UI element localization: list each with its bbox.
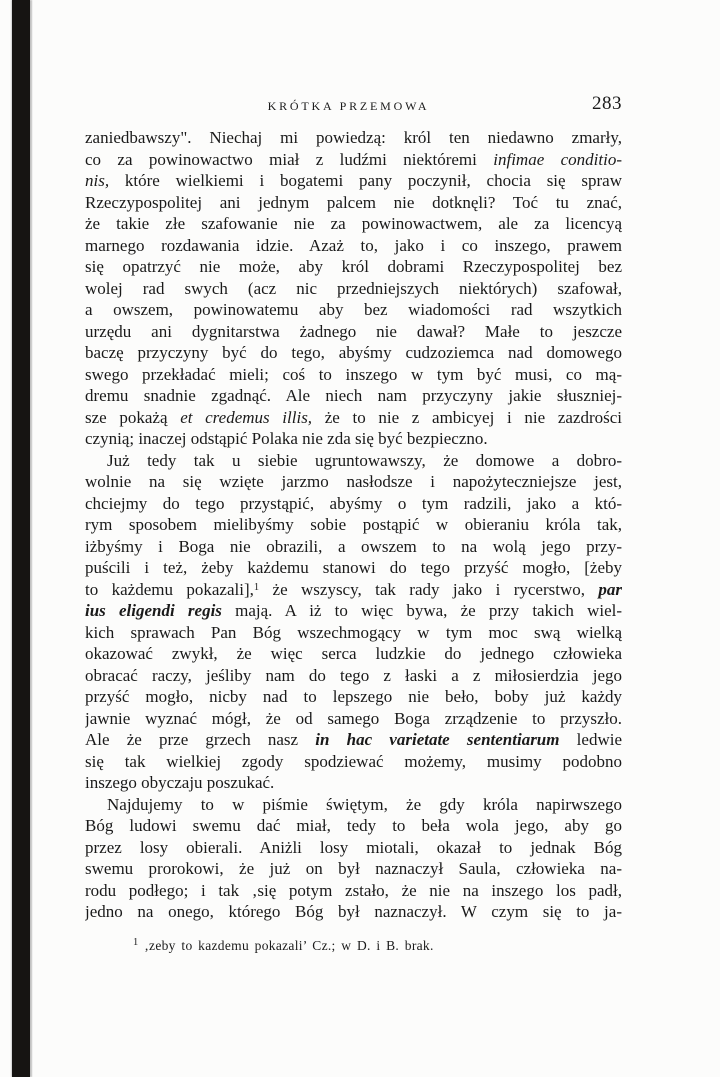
text-line: urzędu ani dygnitarstwa żadnego nie dawał? Małe to jeszcze — [85, 321, 622, 341]
text-line: co za powinowactwo miał z ludźmi niektóremi infimae conditio- — [85, 149, 622, 169]
text-line: to każdemu pokazali],$^1$ że wszyscy, tak rady jako i rycerstwo, par — [85, 579, 622, 599]
text-line: wolnie na się wzięte jarzmo nasłodsze i napożyteczniejsze jest, — [85, 472, 622, 491]
paragraph — [85, 450, 622, 794]
text-line: dremu snadnie zgadnąć. Ale niech nam przyczyny jakie słuszniej- — [85, 386, 622, 405]
text-line: nis, które wielkiemi i bogatemi pany poczynił, chocia się spraw — [85, 171, 622, 190]
text-line: Już tedy tak u siebie ugruntowawszy, że domowe a dobro- — [107, 450, 622, 470]
paragraph — [85, 127, 622, 450]
footnote-text: ‚zeby to kazdemu pokazali’ Cz.; w D. i B. brak. — [138, 938, 434, 953]
footnote — [85, 938, 622, 954]
text-line: kich sprawach Pan Bóg wszechmogący w tym moc swą wielką — [85, 622, 622, 642]
text-line: swemu prorokowi, że już on był naznaczył Saula, człowieka na- — [85, 859, 622, 878]
text-line: okazować zwykł, że więc serca ludzkie do jednego człowieka — [85, 644, 622, 663]
text-line: rodu podłego; i tak ‚się potym zstało, że nie na inszego los padł, — [85, 880, 622, 900]
body-text — [85, 127, 622, 923]
text-line: rym sposobem mielibyśmy sobie postąpić w obieraniu króla tak, — [85, 515, 622, 534]
text-line: inszego obyczaju poszukać. — [85, 773, 275, 792]
text-line: przyść mogło, nicby nad to lepszego nie beło, boby już każdy — [85, 687, 622, 706]
text-line: iżbyśmy i Boga nie obrazili, a owszem to na wolą jego przy- — [85, 536, 622, 556]
page-number: 283 — [592, 93, 622, 114]
text-line: się opatrzyć nie może, aby król dobrami Rzeczypospolitej bez — [85, 257, 622, 276]
text-line: ius eligendi regis mają. A iż to więc bywa, że przy takich wiel- — [85, 601, 622, 620]
text-line: się tak wielkiej zgody spodziewać możemy, musimy podobno — [85, 751, 622, 771]
text-line: puścili i też, żeby każdemu stanowi do tego przyść mogło, [żeby — [85, 558, 622, 577]
text-line: wolej rad swych (acz nic przedniejszych niektórych) szafował, — [85, 278, 622, 298]
text-line: obracać raczy, jeśliby nam do tego z łaski a z miłosierdzia jego — [85, 665, 622, 685]
text-line: marnego rozdawania idzie. Azaż to, jako i co inszego, prawem — [85, 235, 622, 255]
text-line: jawnie wyznać mógł, że od samego Boga zrządzenie to przyszło. — [85, 708, 622, 728]
text-line: Rzeczypospolitej ani jednym palcem nie dotknęli? Toć tu znać, — [85, 192, 622, 212]
text-line: zaniedbawszy". Niechaj mi powiedzą: król ten niedawno zmarły, — [85, 128, 622, 147]
text-line: czynią; inaczej odstąpić Polaka nie zda się być bezpieczno. — [85, 429, 488, 448]
page-title: KRÓTKA PRZEMOWA — [267, 99, 430, 113]
text-line: sze pokażą et credemus illis, że to nie z ambicyej i nie zazdrości — [85, 407, 622, 427]
text-line: że takie złe szafowanie nie za powinowactwem, ale za licencyą — [85, 214, 622, 233]
paragraph — [85, 794, 622, 923]
text-line: baczę przyczyny być do tego, abyśmy cudzoziemca nad domowego — [85, 343, 622, 362]
text-line: Bóg ludowi swemu dać miał, tedy to beła wola jego, aby go — [85, 816, 622, 835]
running-header — [85, 93, 622, 118]
text-line: chciejmy do tego przystąpić, abyśmy o tym radzili, jako a któ- — [85, 493, 622, 513]
text-line: a owszem, powinowatemu aby bez wiadomości rad wszytkich — [85, 300, 622, 319]
text-line: przez losy obierali. Aniżli losy miotali, okazał to jednak Bóg — [85, 837, 622, 857]
text-line: Najdujemy to w piśmie świętym, że gdy króla napirwszego — [107, 794, 622, 814]
text-line: swego przekładać mieli; coś to inszego w tym być musi, co mą- — [85, 364, 622, 384]
text-line: jedno na onego, którego Bóg był naznaczył. W czym się to ja- — [85, 902, 622, 921]
footnote-marker: 1 — [133, 937, 139, 948]
scan-binding-bar — [12, 0, 30, 1077]
text-line: Ale że prze grzech nasz in hac varietate sententiarum ledwie — [85, 730, 622, 749]
